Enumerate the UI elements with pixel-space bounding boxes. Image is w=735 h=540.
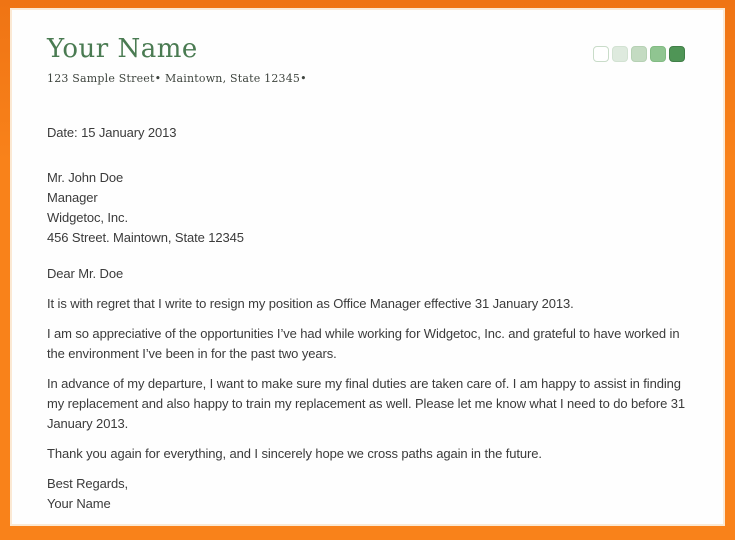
paragraph-transition: In advance of my departure, I want to make sure my final duties are taken care of. I am happy to assist in finding my replacement and also happy to train my replacement as well. Please let me know what I need to do before 31 January 2013. <box>47 376 686 431</box>
paragraph-resignation: It is with regret that I write to resign my position as Office Manager effective 31 January 2013. <box>47 296 574 311</box>
sender-address: 123 Sample Street• Maintown, State 12345• <box>47 72 307 85</box>
recipient-company: Widgetoc, Inc. <box>47 210 128 225</box>
letter-date: Date: 15 January 2013 <box>47 125 177 140</box>
color-swatch-row <box>593 46 685 62</box>
letter-body <box>47 123 693 514</box>
recipient-name: Mr. John Doe <box>47 170 124 185</box>
color-swatch-green-200 <box>631 46 647 62</box>
recipient-title: Manager <box>47 190 98 205</box>
sender-name: Your Name <box>47 34 198 64</box>
color-swatch-green-100 <box>612 46 628 62</box>
paragraph-thanks: Thank you again for everything, and I sincerely hope we cross paths again in the future. <box>47 446 542 461</box>
closing: Best Regards, <box>47 476 129 491</box>
paragraph-appreciation: I am so appreciative of the opportunities I’ve had while working for Widgetoc, Inc. and grateful to have worked in the environment I’ve been in for the past two years. <box>47 326 680 361</box>
letter-page <box>10 8 725 526</box>
color-swatch-green-400 <box>650 46 666 62</box>
color-swatch-white <box>593 46 609 62</box>
color-swatch-green-600 <box>669 46 685 62</box>
recipient-address: 456 Street. Maintown, State 12345 <box>47 230 244 245</box>
letterhead <box>47 34 693 85</box>
recipient-block <box>47 168 693 248</box>
signature-name: Your Name <box>47 496 111 511</box>
salutation: Dear Mr. Doe <box>47 266 124 281</box>
